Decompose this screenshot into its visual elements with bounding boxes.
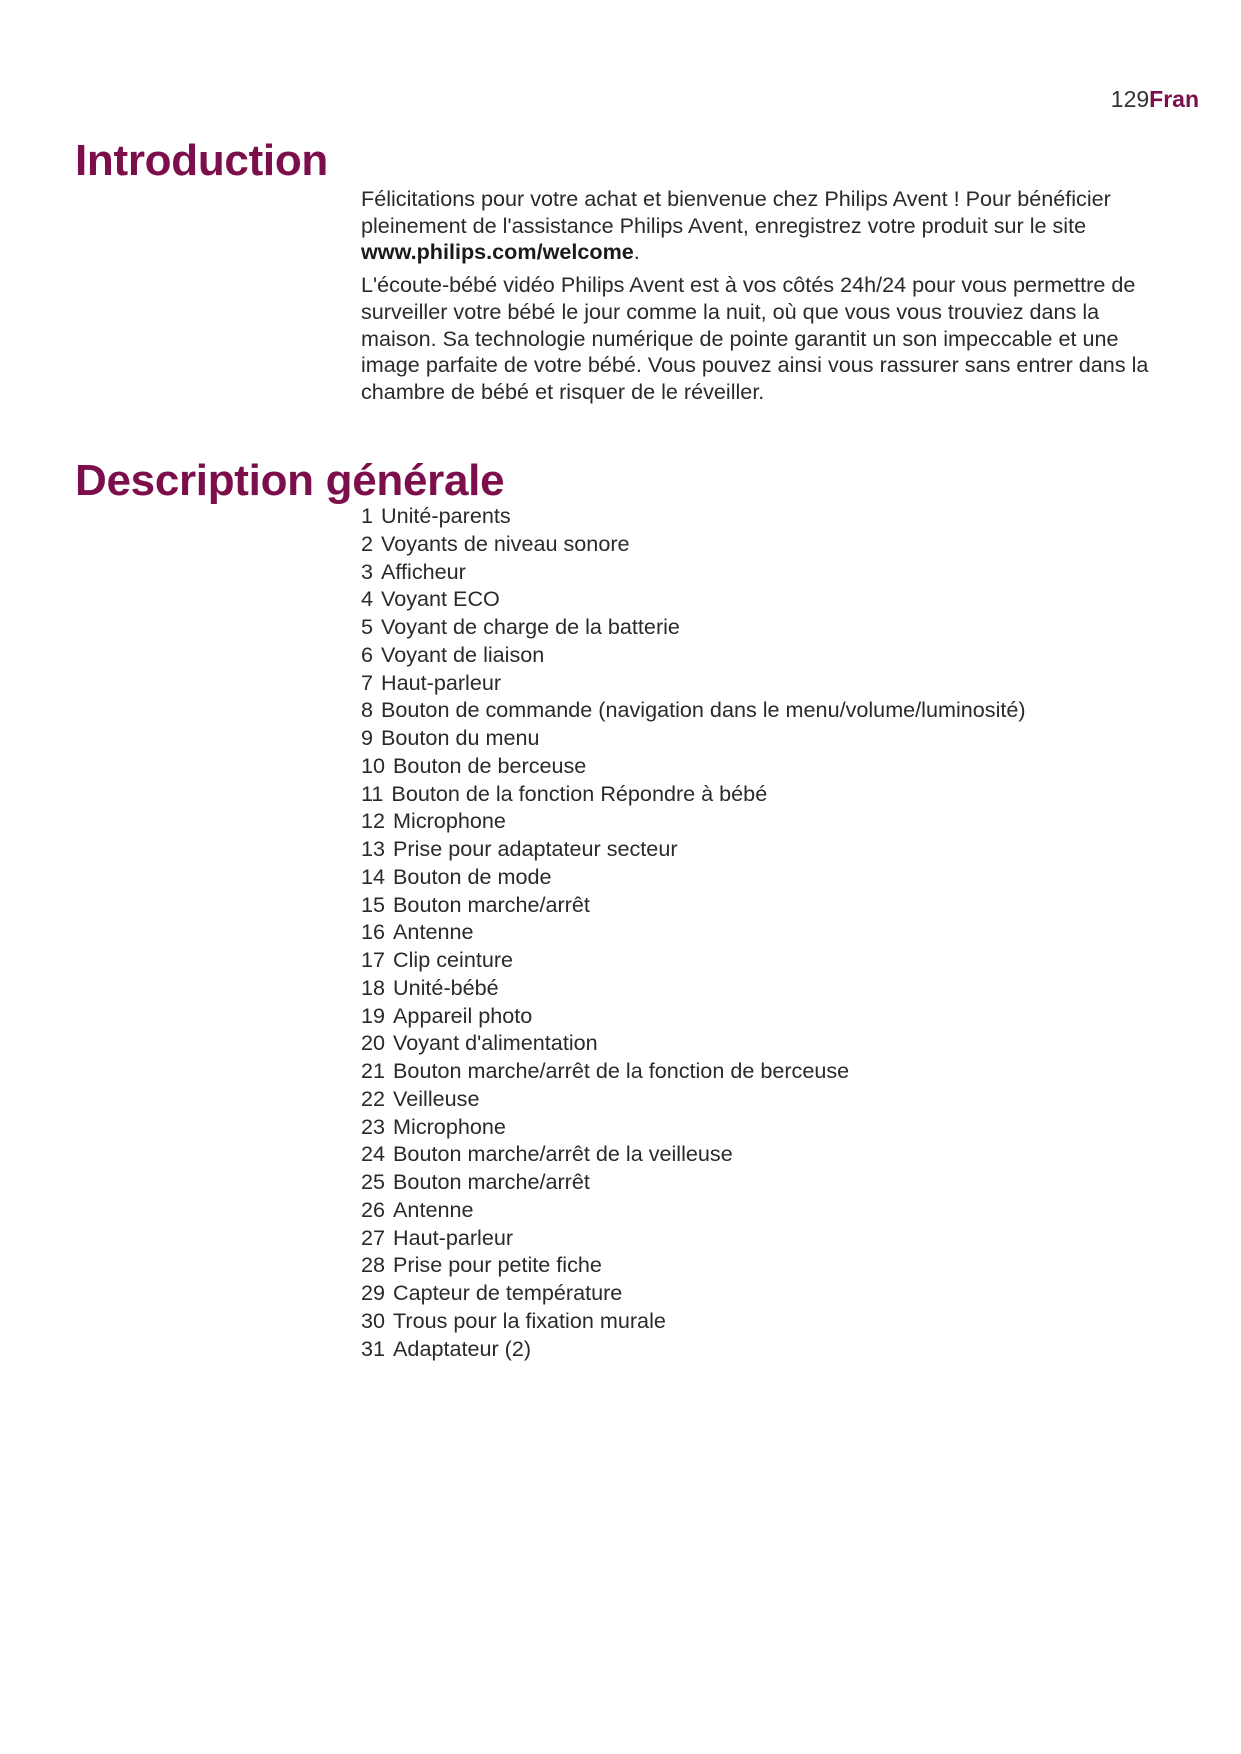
list-item-number: 4 [361, 586, 374, 612]
welcome-link[interactable]: www.philips.com/welcome [361, 239, 634, 265]
list-item-number: 24 [361, 1141, 386, 1167]
page-language: Fran [1149, 86, 1199, 112]
list-item [361, 1251, 1026, 1279]
list-item-number: 16 [361, 919, 386, 945]
list-item [361, 558, 1026, 586]
list-item [361, 1307, 1026, 1335]
list-item-label: Prise pour adaptateur secteur [393, 836, 678, 861]
list-item-number: 3 [361, 558, 374, 584]
list-item-number: 5 [361, 614, 374, 639]
list-item [361, 641, 1026, 669]
list-item-label: Bouton marche/arrêt de la veilleuse [393, 1141, 733, 1167]
list-item-label: Bouton de la fonction Répondre à bébé [391, 780, 768, 806]
list-item [361, 613, 1026, 641]
list-item [361, 1113, 1026, 1141]
list-item [361, 1085, 1026, 1113]
list-item [361, 530, 1026, 558]
list-item-number: 22 [361, 1085, 386, 1111]
list-item-label: Bouton de berceuse [393, 752, 587, 778]
list-item [361, 863, 1026, 891]
list-item-number: 28 [361, 1252, 386, 1278]
list-item-number: 19 [361, 1002, 386, 1028]
parts-list [361, 502, 1026, 1362]
introduction-heading: Introduction [75, 136, 329, 185]
list-item [361, 807, 1026, 835]
list-item-label: Voyant de liaison [381, 641, 545, 667]
list-item-label: Antenne [393, 1196, 474, 1222]
list-item [361, 502, 1026, 530]
list-item-number: 12 [361, 808, 386, 834]
list-item-label: Microphone [393, 1113, 506, 1139]
list-item-label: Bouton marche/arrêt de la fonction de berceuse [393, 1058, 850, 1083]
list-item-number: 23 [361, 1113, 386, 1139]
list-item-label: Prise pour petite fiche [393, 1252, 602, 1278]
list-item-label: Microphone [393, 808, 506, 834]
list-item [361, 1224, 1026, 1252]
intro-text-before-link: Félicitations pour votre achat et bienvenue chez Philips Avent ! Pour bénéficier pleinement de l'assistance Philips Avent, enregistrez votre produit sur le site [361, 186, 1111, 238]
introduction-paragraph-1 [361, 186, 1173, 266]
list-item-label: Bouton de mode [393, 863, 552, 889]
list-item [361, 1029, 1026, 1057]
list-item-label: Afficheur [381, 558, 466, 584]
list-item-number: 13 [361, 836, 386, 861]
list-item-number: 15 [361, 891, 386, 917]
introduction-body [361, 186, 1173, 406]
list-item-label: Voyants de niveau sonore [381, 530, 630, 556]
intro-text-after-link: . [633, 239, 640, 265]
list-item-number: 1 [361, 503, 374, 528]
list-item-label: Adaptateur (2) [393, 1335, 532, 1361]
list-item-number: 17 [361, 947, 386, 972]
list-item-label: Trous pour la fixation murale [393, 1307, 666, 1333]
list-item [361, 1335, 1026, 1363]
list-item-label: Voyant ECO [381, 586, 500, 612]
list-item [361, 724, 1026, 752]
list-item [361, 1057, 1026, 1085]
list-item [361, 1168, 1026, 1196]
list-item [361, 974, 1026, 1002]
list-item-label: Capteur de température [393, 1280, 623, 1305]
list-item-number: 2 [361, 530, 374, 556]
list-item-number: 27 [361, 1224, 386, 1250]
list-item-number: 10 [361, 752, 386, 778]
list-item-number: 20 [361, 1030, 386, 1056]
list-item-number: 9 [361, 725, 374, 750]
list-item-number: 11 [361, 780, 384, 806]
list-item [361, 946, 1026, 974]
list-item-number: 26 [361, 1196, 386, 1222]
list-item [361, 891, 1026, 919]
list-item [361, 1279, 1026, 1307]
list-item-label: Appareil photo [393, 1002, 533, 1028]
list-item-number: 8 [361, 697, 374, 723]
list-item-number: 30 [361, 1307, 386, 1333]
list-item-label: Haut-parleur [393, 1224, 514, 1250]
list-item [361, 752, 1026, 780]
list-item-label: Unité-bébé [393, 974, 499, 1000]
list-item-label: Bouton marche/arrêt [393, 1169, 590, 1194]
list-item [361, 696, 1026, 724]
list-item [361, 1002, 1026, 1030]
description-heading: Description générale [75, 456, 505, 505]
list-item [361, 835, 1026, 863]
list-item [361, 918, 1026, 946]
list-item-label: Voyant de charge de la batterie [381, 614, 680, 639]
list-item [361, 585, 1026, 613]
list-item-number: 18 [361, 974, 386, 1000]
list-item-label: Unité-parents [381, 503, 511, 528]
list-item-number: 25 [361, 1169, 386, 1194]
list-item-number: 31 [361, 1335, 386, 1361]
list-item-number: 29 [361, 1280, 386, 1305]
page-header [1111, 86, 1199, 113]
list-item-label: Voyant d'alimentation [393, 1030, 598, 1056]
list-item-label: Bouton de commande (navigation dans le menu/volume/luminosité) [381, 697, 1026, 723]
list-item-label: Bouton marche/arrêt [393, 891, 590, 917]
list-item-number: 7 [361, 669, 374, 695]
list-item-number: 14 [361, 863, 386, 889]
list-item [361, 780, 1026, 808]
list-item-label: Haut-parleur [381, 669, 502, 695]
list-item [361, 1196, 1026, 1224]
list-item-label: Bouton du menu [381, 725, 540, 750]
list-item-label: Antenne [393, 919, 474, 945]
list-item-number: 6 [361, 641, 374, 667]
list-item [361, 669, 1026, 697]
list-item-label: Veilleuse [393, 1085, 480, 1111]
page-number: 129 [1110, 86, 1150, 112]
list-item-label: Clip ceinture [393, 947, 514, 972]
list-item [361, 1140, 1026, 1168]
introduction-paragraph-2: L'écoute-bébé vidéo Philips Avent est à vos côtés 24h/24 pour vous permettre de surveiller votre bébé le jour comme la nuit, où que vous vous trouviez dans la maison. Sa technologie numérique de pointe garantit un son impeccable et une image parfaite de votre bébé. Vous pouvez ainsi vous rassurer sans entrer dans la chambre de bébé et risquer de le réveiller. [361, 272, 1149, 404]
list-item-number: 21 [361, 1058, 386, 1083]
